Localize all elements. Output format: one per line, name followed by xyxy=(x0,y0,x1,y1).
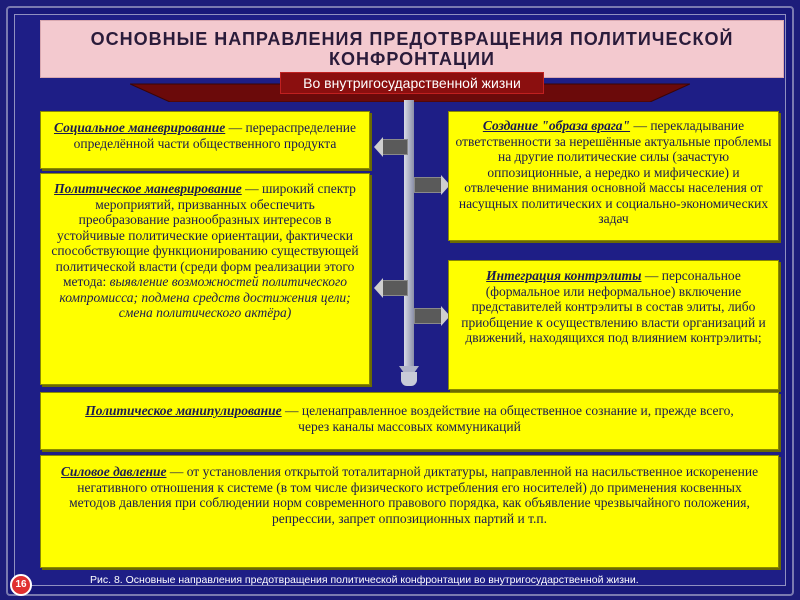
arrow-to-political xyxy=(382,280,408,296)
box-political-manipulation xyxy=(40,392,779,450)
box-political-maneuvering xyxy=(40,173,370,385)
box-force-heading: Силовое давление xyxy=(60,464,167,479)
box-political-text: — широкий спектр мероприятий, призванных обеспечить преобразование разнообразных интересов в устойчивые политические ориентации, фактически способствующие функционированию существующей политической власти (среди форм реализации этого метода: xyxy=(51,181,359,289)
box-force-text: — от установления открытой тоталитарной диктатуры, направленной на насильственное искоренение негативного отношения к системе (в том числе физического истребления его носителей) до применения косвенных методов давления при соблюдении норм современного правового порядка, как объявление чрезвычайного положения, репрессии, запрет оппозиционных партий и т.п. xyxy=(69,464,759,526)
page-number-badge: 16 xyxy=(10,574,32,596)
box-counterelite-integration xyxy=(448,260,779,390)
spine-arrow-cap xyxy=(401,372,417,386)
box-counterelite-heading: Интеграция контрэлиты xyxy=(486,268,642,283)
box-manipulation-heading: Политическое манипулирование xyxy=(85,403,282,418)
box-political-italic: выявление возможностей политического компромисса; подмена средств достижения цели; смена политического актёра) xyxy=(59,274,351,320)
box-manipulation-text: — целенаправленное воздействие на общественное сознание и, прежде всего, через каналы массовых коммуникаций xyxy=(281,403,734,434)
box-force-pressure xyxy=(40,455,779,568)
box-enemy-image xyxy=(448,111,779,241)
arrow-to-social xyxy=(382,139,408,155)
box-enemy-text: — перекладывание ответственности за нерешённые актуальные проблемы на другие политические силы (зачастую оппозиционные, а нередко и мифические) и отвлечение внимания основной массы населения от насущных политических и социально-экономических задач xyxy=(455,118,772,226)
box-counterelite-text: — персональное (формальное или неформальное) включение представителей контрэлиты в состав элиты, либо приобщение к осуществлению власти организаций и движений, находящихся под влиянием контрэлиты; xyxy=(461,268,766,345)
page-title: ОСНОВНЫЕ НАПРАВЛЕНИЯ ПРЕДОТВРАЩЕНИЯ ПОЛИТИЧЕСКОЙ КОНФРОНТАЦИИ xyxy=(90,29,734,69)
box-social-heading: Социальное маневрирование xyxy=(53,120,226,135)
subtitle-label: Во внутригосударственной жизни xyxy=(280,72,544,94)
box-political-heading: Политическое маневрирование xyxy=(54,181,242,196)
arrow-to-enemy xyxy=(414,177,442,193)
box-enemy-heading: Создание "образа врага" xyxy=(482,118,631,133)
title-box xyxy=(40,20,784,78)
box-social-text: — перераспределение определённой части общественного продукта xyxy=(73,120,357,151)
box-social-maneuvering xyxy=(40,111,370,169)
arrow-to-counterelite xyxy=(414,308,442,324)
figure-caption: Рис. 8. Основные направления предотвращения политической конфронтации во внутригосударственной жизни. xyxy=(90,574,639,586)
